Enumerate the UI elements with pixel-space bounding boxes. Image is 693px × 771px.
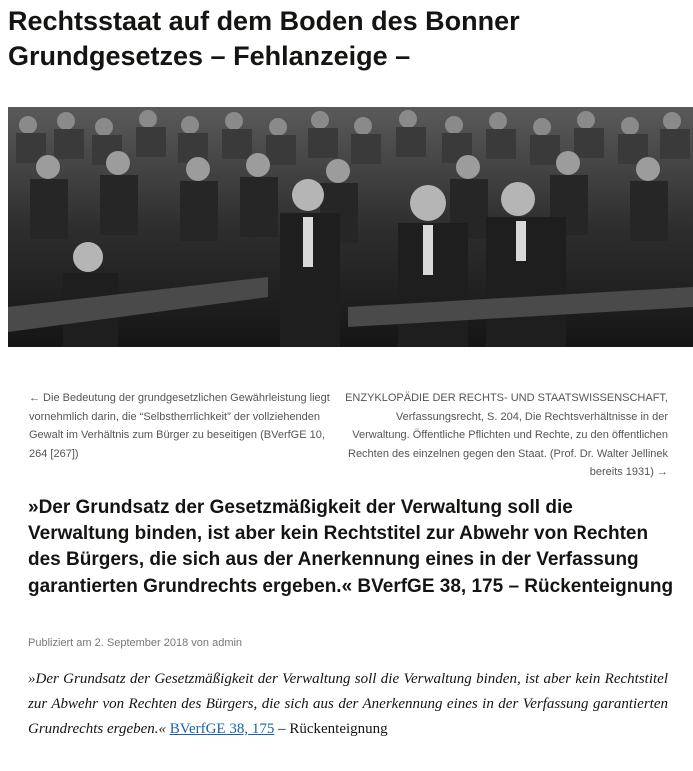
article-body	[28, 667, 668, 742]
by-label: von	[191, 637, 210, 649]
bverfge-link[interactable]: BVerfGE 38, 175	[169, 721, 275, 737]
header-photo	[8, 107, 693, 347]
post-meta	[28, 637, 242, 649]
published-label: Publiziert am	[28, 637, 92, 649]
header-image	[8, 107, 693, 347]
article-quote: »Der Grundsatz der Gesetzmäßigkeit der Verwaltung soll die Verwaltung binden, ist aber kein Rechtstitel zur Abwehr von Rechten des Bürgers, die sich aus der Anerkennung eines in der Verfassung garantierten Grundrechts ergeben.«	[28, 671, 668, 737]
next-post-link[interactable]	[345, 389, 668, 482]
article-suffix: – Rückenteignung	[274, 721, 388, 737]
site-title[interactable]: Rechtsstaat auf dem Boden des Bonner Grundgesetzes – Fehlanzeige –	[8, 6, 520, 71]
previous-post-text[interactable]: ← Die Bedeutung der grundgesetzlichen Gewährleistung liegt vornehmlich darin, die “Selbstherrlichkeit” der vollziehenden Gewalt im Verhältnis zum Bürger zu beseitigen (BVerfGE 10, 264 [267])	[29, 392, 330, 460]
author-link[interactable]: admin	[212, 637, 243, 649]
post-date-link[interactable]: 2. September 2018	[94, 637, 189, 649]
next-post-text[interactable]: ENZYKLOPÄDIE DER RECHTS- UND STAATSWISSENSCHAFT, Verfassungsrecht, S. 204, Die Rechtsverhältnisse in der Verwaltung. Öffentliche Pflichten und Rechte, zu den öffentlichen Rechten des einzelnen gegen den Staat. (Prof. Dr. Walter Jellinek bereits 1931) →	[345, 392, 668, 478]
article-title: »Der Grundsatz der Gesetzmäßigkeit der Verwaltung soll die Verwaltung binden, ist aber kein Rechtstitel zur Abwehr von Rechten des Bürgers, die sich aus der Anerkennung eines in der Verfassung garantierten Grundrechts ergeben.« BVerfGE 38, 175 – Rückenteignung	[28, 497, 674, 597]
previous-post-link[interactable]	[29, 389, 335, 463]
